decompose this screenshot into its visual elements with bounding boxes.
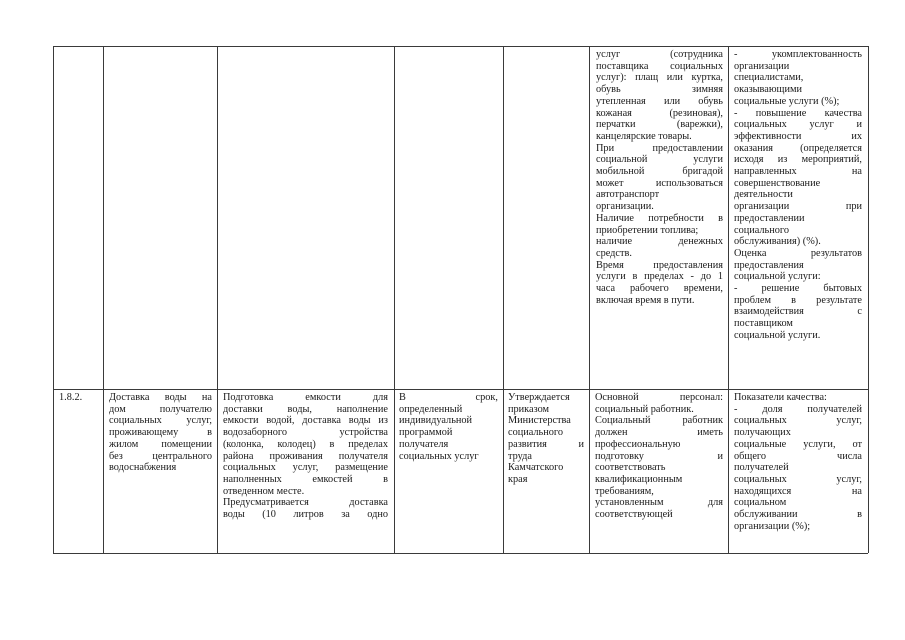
text-line: - решение бытовых	[734, 283, 862, 295]
text-line: включая время в пути.	[596, 294, 695, 306]
text-line: специалистами,	[734, 72, 804, 84]
text-line: социальных услуг	[399, 450, 479, 462]
text-line: находящихся на	[734, 485, 862, 497]
text-line: - доля получателей	[734, 403, 862, 415]
text-line: наличие денежных	[596, 236, 723, 248]
col-border-6	[728, 46, 729, 553]
col-border-2	[217, 46, 218, 553]
text-line: социальных услуг,	[734, 415, 862, 427]
text-line: воды (10 литров за одно	[223, 509, 388, 521]
text-line: Оценка результатов	[734, 247, 862, 259]
text-line: организации.	[596, 201, 654, 213]
text-line: соответствовать	[595, 462, 666, 474]
text-line: определенный	[399, 403, 463, 415]
text-line: - повышение качества	[734, 107, 862, 119]
col-border-1	[103, 46, 104, 553]
text-line: проживающему в	[109, 427, 212, 439]
text-line: социальном	[734, 497, 787, 509]
row-divider	[53, 389, 868, 390]
text-line: без центрального	[109, 450, 212, 462]
text-line: установленным для	[595, 497, 723, 509]
text-line: (колонка, колодец) в пределах	[223, 438, 388, 450]
text-line: Камчатского	[508, 462, 564, 474]
text-line: края	[508, 473, 528, 485]
text-line: кожаная (резиновая),	[596, 107, 723, 119]
text-line: социальный работник.	[595, 403, 694, 415]
conditions-cell	[595, 392, 723, 521]
text-line: Время предоставления	[596, 259, 723, 271]
text-line: приказом	[508, 403, 550, 415]
col-border-5	[589, 46, 590, 553]
text-line: перчатки (варежки),	[596, 119, 723, 131]
text-line: взаимодействия с	[734, 306, 862, 318]
text-line: жилом помещении	[109, 438, 212, 450]
text-line: квалификационным	[595, 473, 683, 485]
quality-indicators-cell	[734, 392, 862, 532]
text-line: требованиям,	[595, 485, 654, 497]
text-line: проблем в результате	[734, 294, 862, 306]
text-line: социальных услуг, размещение	[223, 462, 388, 474]
upper-col6-cell	[596, 49, 723, 306]
text-line: Подготовка емкости для	[223, 392, 388, 403]
upper-col7-cell	[734, 49, 862, 342]
text-line: социальных услуг,	[109, 415, 212, 427]
text-line: деятельности	[734, 189, 793, 201]
text-line: обслуживании в	[734, 509, 862, 521]
text-line: социальные услуги, от	[734, 438, 862, 450]
service-name-cell	[109, 392, 212, 474]
text-line: профессиональную	[595, 438, 681, 450]
text-line: труда	[508, 450, 532, 462]
text-line: социального	[734, 224, 790, 236]
service-term-cell	[399, 392, 498, 462]
text-line: предоставления	[734, 259, 804, 271]
service-description-cell	[223, 392, 388, 521]
text-line: организации	[734, 60, 790, 72]
text-line: Наличие потребности в	[596, 212, 723, 224]
text-line: социального	[508, 427, 564, 439]
text-line: средств.	[596, 247, 632, 259]
text-line: должен иметь	[595, 427, 723, 439]
table-top-border	[53, 46, 868, 47]
row-number-cell	[59, 392, 99, 404]
text-line: мобильной бригадой	[596, 166, 723, 178]
text-line: социальных услуг и	[734, 119, 862, 131]
text-line: утепленная или обувь	[596, 95, 723, 107]
text-line: Предусматривается доставка	[223, 497, 388, 509]
text-line: Министерства	[508, 415, 571, 427]
text-line: поставщиком	[734, 318, 793, 330]
text-line: программой	[399, 427, 453, 439]
text-line: Доставка воды на	[109, 392, 212, 403]
text-line: отведенном месте.	[223, 485, 305, 497]
text-line: Показатели качества:	[734, 392, 827, 403]
text-line: района проживания получателя	[223, 450, 388, 462]
text-line: наполненных емкостей в	[223, 473, 388, 485]
text-line: социальной услуги:	[734, 271, 821, 283]
text-line: водозаборного устройства	[223, 427, 388, 439]
col-border-0	[53, 46, 54, 553]
text-line: канцелярские товары.	[596, 130, 692, 142]
text-line: Основной персонал:	[595, 392, 723, 403]
col-border-4	[503, 46, 504, 553]
text-line: приобретении топлива;	[596, 224, 699, 236]
text-line: организации (%);	[734, 520, 811, 532]
table-bottom-border	[53, 553, 868, 554]
text-line: направленных на	[734, 166, 862, 178]
col-border-3	[394, 46, 395, 553]
text-line: услуг (сотрудника	[596, 49, 723, 60]
text-line: социальные услуги (%);	[734, 95, 840, 107]
text-line: совершенствование	[734, 177, 821, 189]
text-line: эффективности их	[734, 130, 862, 142]
text-line: социальных услуг,	[734, 473, 862, 485]
text-line: обслуживания) (%).	[734, 236, 821, 248]
text-line: получателя	[399, 438, 449, 450]
text-line: часа рабочего времени,	[596, 283, 723, 295]
col-border-7	[868, 46, 869, 553]
text-line: При предоставлении	[596, 142, 723, 154]
text-line: общего числа	[734, 450, 862, 462]
text-line: получающих	[734, 427, 791, 439]
text-line: Социальный работник	[595, 415, 723, 427]
text-line: услуг): плащ или куртка,	[596, 72, 723, 84]
text-line: поставщика социальных	[596, 60, 723, 72]
text-line: водоснабжения	[109, 462, 177, 474]
text-line: получателей	[734, 462, 789, 474]
text-line: индивидуальной	[399, 415, 473, 427]
text-line: обувь зимняя	[596, 84, 723, 96]
text-line: может использоваться	[596, 177, 723, 189]
text-line: емкости водой, доставка воды из	[223, 415, 388, 427]
text-line: социальной услуги.	[734, 329, 821, 341]
text-line: оказывающими	[734, 84, 803, 96]
text-line: Утверждается	[508, 392, 570, 403]
text-line: развития и	[508, 438, 584, 450]
text-line: В срок,	[399, 392, 498, 403]
text-line: автотранспорт	[596, 189, 660, 201]
text-line: соответствующей	[595, 509, 673, 521]
text-line: оказания (определяется	[734, 142, 862, 154]
text-line: услуги в пределах - до 1	[596, 271, 723, 283]
text-line: исходя из мероприятий,	[734, 154, 862, 166]
tariff-cell	[508, 392, 584, 486]
text-line: доставки воды, наполнение	[223, 403, 388, 415]
text-line: социальной услуги	[596, 154, 723, 166]
text-line: предоставлении	[734, 212, 805, 224]
text-line: - укомплектованность	[734, 49, 862, 60]
text-line: организации при	[734, 201, 862, 213]
text-line: подготовку и	[595, 450, 723, 462]
row-number: 1.8.2.	[59, 392, 83, 403]
text-line: дом получателю	[109, 403, 212, 415]
